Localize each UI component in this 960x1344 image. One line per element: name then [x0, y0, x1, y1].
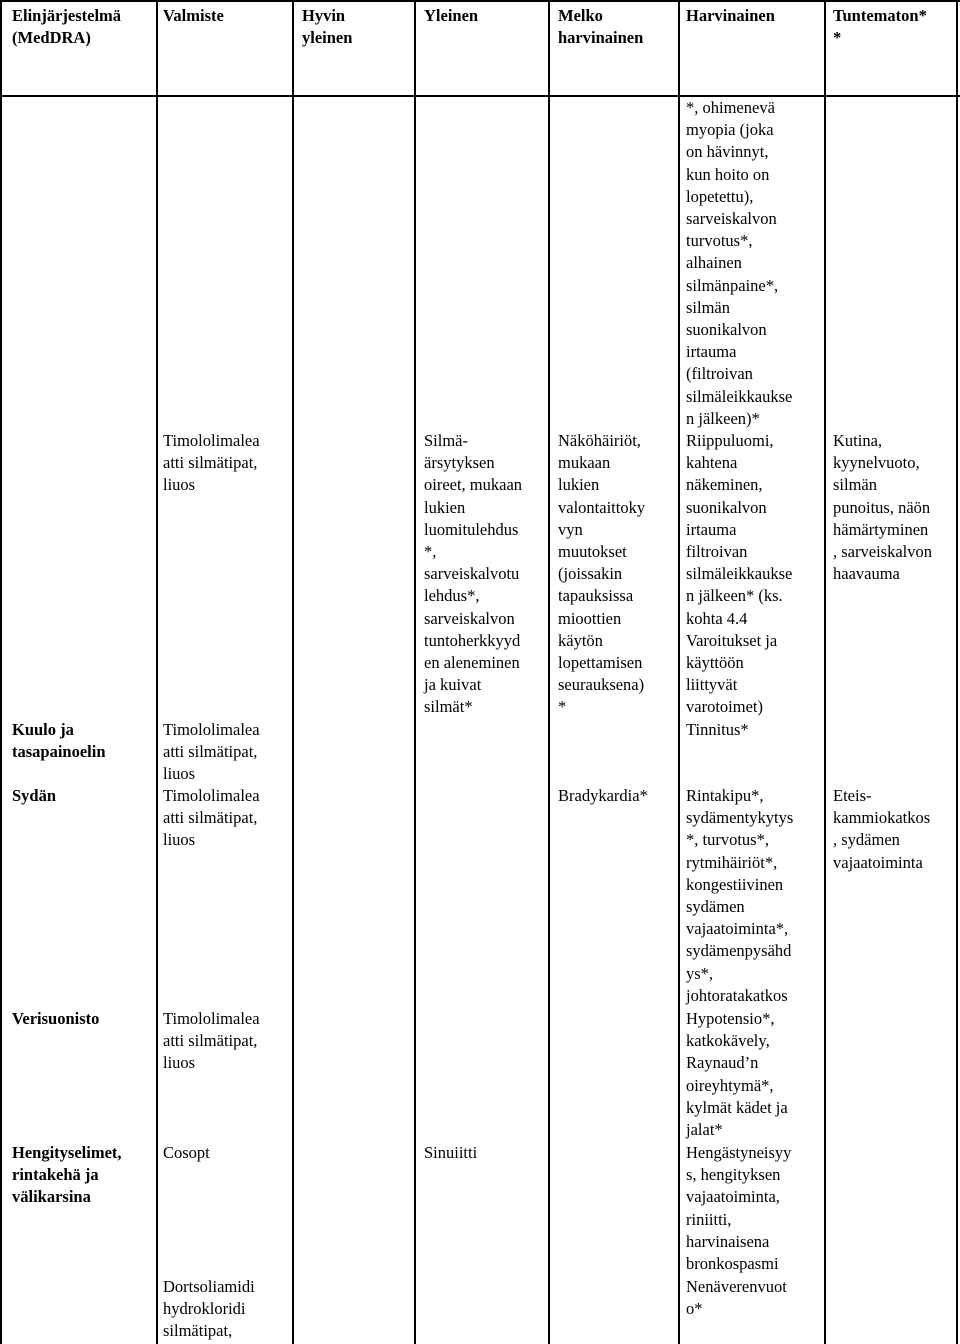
heart-unknown: Eteis- kammiokatkos , sydämen vajaatoiminta: [833, 786, 931, 872]
header-common: Yleinen: [424, 6, 479, 25]
vascular-soc: Verisuonisto: [12, 1009, 100, 1028]
header-soc: Elinjärjestelmä (MedDRA): [12, 6, 122, 48]
resp2-product: Dortsoliamidi hydrokloridi silmätipat,: [163, 1277, 255, 1341]
eye-timolol-product: Timololimalea atti silmätipat, liuos: [163, 431, 260, 495]
eye-cont-rare: *, ohimenevä myopia (joka on hävinnyt, kun hoito on lopetettu), sarveiskalvon turvotus*, alhainen silmänpaine*, silmän suonikalvon irtauma (filtroivan silmäleikkaukse n jälkeen)*: [686, 98, 793, 428]
header-unknown: Tuntematon* *: [833, 6, 927, 48]
resp-rare: Hengästyneisyy s, hengityksen vajaatoiminta, riniitti, harvinaisena bronkospasmi: [686, 1143, 792, 1274]
header-very-common: Hyvin yleinen: [302, 6, 353, 48]
column-divider-4: [548, 0, 550, 1344]
resp-product: Cosopt: [163, 1143, 210, 1162]
resp-soc: Hengityselimet, rintakehä ja välikarsina: [12, 1143, 122, 1207]
ear-product: Timololimalea atti silmätipat, liuos: [163, 720, 260, 784]
column-divider-6: [824, 0, 826, 1344]
header-product: Valmiste: [163, 6, 224, 25]
ear-rare: Tinnitus*: [686, 720, 749, 739]
heart-uncommon: Bradykardia*: [558, 786, 648, 805]
table-right-border: [956, 0, 958, 1344]
ear-soc: Kuulo ja tasapainoelin: [12, 720, 106, 762]
column-divider-1: [156, 0, 158, 1344]
column-divider-3: [414, 0, 416, 1344]
vascular-rare: Hypotensio*, katkokävely, Raynaud’n oireyhtymä*, kylmät kädet ja jalat*: [686, 1009, 788, 1140]
table-top-border: [0, 0, 960, 2]
eye-timolol-unknown: Kutina, kyynelvuoto, silmän punoitus, näön hämärtyminen , sarveiskalvon haavauma: [833, 431, 932, 584]
eye-timolol-uncommon: Näköhäiriöt, mukaan lukien valontaittoky vyn muutokset (joissakin tapauksissa mioottien käytön lopettamisen seurauksena) *: [558, 431, 646, 717]
heart-product: Timololimalea atti silmätipat, liuos: [163, 786, 260, 850]
eye-timolol-common: Silmä- ärsytyksen oireet, mukaan lukien luomitulehdus *, sarveiskalvotu lehdus*, sarveiskalvon tuntoherkkyyd en aleneminen ja kuivat silmät*: [424, 431, 523, 717]
column-divider-5: [678, 0, 680, 1344]
vascular-product: Timololimalea atti silmätipat, liuos: [163, 1009, 260, 1073]
header-rare: Harvinainen: [686, 6, 775, 25]
column-divider-2: [292, 0, 294, 1344]
resp-common: Sinuiitti: [424, 1143, 478, 1162]
resp2-rare: Nenäverenvuot o*: [686, 1277, 787, 1319]
header-bottom-border: [0, 95, 960, 97]
eye-timolol-rare: Riippuluomi, kahtena näkeminen, suonikalvon irtauma filtroivan silmäleikkaukse n jälkeen* (ks. kohta 4.4 Varoitukset ja käyttöön liittyvät varotoimet): [686, 431, 793, 717]
heart-soc: Sydän: [12, 786, 57, 805]
heart-rare: Rintakipu*, sydämentykytys *, turvotus*, rytmihäiriöt*, kongestiivinen sydämen vajaatoiminta*, sydämenpysähd ys*, johtoratakatkos: [686, 786, 794, 1005]
header-uncommon: Melko harvinainen: [558, 6, 644, 48]
table-left-border: [0, 0, 2, 1344]
